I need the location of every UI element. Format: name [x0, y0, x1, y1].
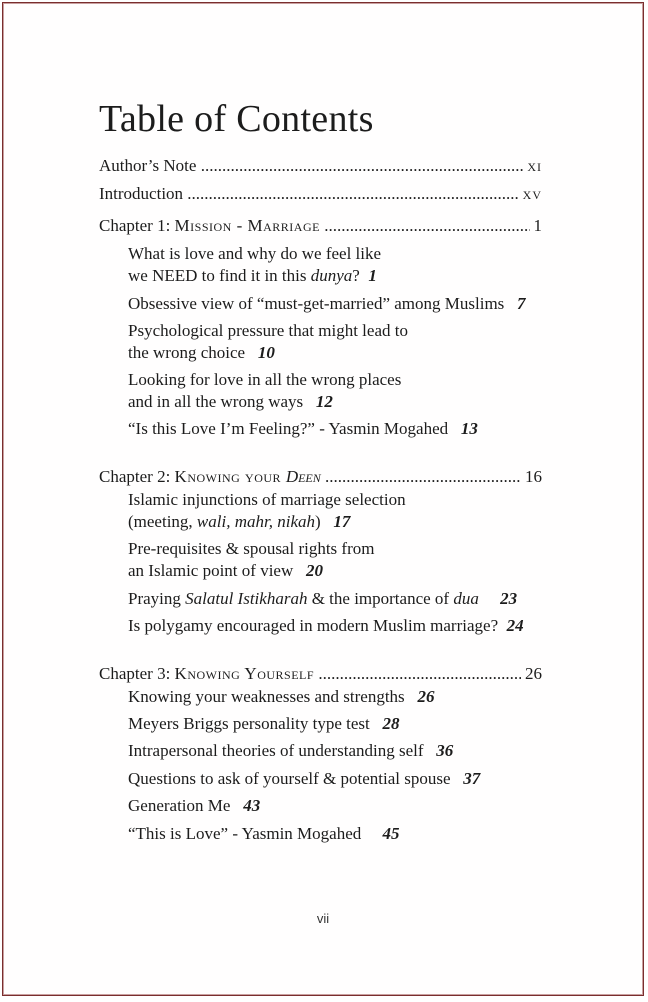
chapter-heading: [99, 663, 521, 685]
chapter-name-italic: Deen: [285, 467, 321, 486]
toc-section: [128, 795, 260, 817]
section-page: 45: [382, 824, 400, 843]
section-line: Intrapersonal theories of understanding self: [128, 741, 424, 760]
section-text: (meeting,: [128, 512, 197, 531]
toc-section: [128, 538, 374, 582]
section-line: Generation Me: [128, 796, 231, 815]
book-page: [2, 2, 644, 996]
section-text: & the importance of: [307, 589, 454, 608]
section-text: the wrong choice: [128, 343, 246, 362]
section-line: Looking for love in all the wrong places: [128, 370, 402, 389]
chapter-prefix: Chapter 2:: [99, 467, 171, 486]
section-page: 37: [463, 769, 481, 788]
chapter-name: Knowing your: [174, 467, 286, 486]
section-page: 7: [517, 294, 526, 313]
section-page: 28: [382, 714, 400, 733]
toc-entry-introduction: [99, 183, 542, 205]
toc-section: [128, 369, 401, 413]
page-title: Table of Contents: [99, 98, 374, 140]
section-line: Meyers Briggs personality type test: [128, 714, 370, 733]
section-italic: Salatul Istikharah: [185, 589, 308, 608]
toc-section: [128, 588, 517, 610]
section-text: ?: [352, 266, 360, 285]
section-text: we NEED to find it in this: [128, 266, 311, 285]
section-line: Islamic injunctions of marriage selection: [128, 490, 406, 509]
chapter-name: Mission - Marriage: [174, 216, 320, 235]
page-number: vii: [316, 911, 330, 926]
section-text: Praying: [128, 589, 186, 608]
section-page: 17: [333, 512, 351, 531]
section-line: [128, 511, 406, 533]
section-page: 10: [257, 343, 275, 362]
toc-section: [128, 615, 524, 637]
section-italic: dua: [453, 589, 479, 608]
section-line: “Is this Love I’m Feeling?” - Yasmin Mogahed: [128, 419, 449, 438]
toc-entry-label: Introduction .....: [99, 183, 519, 205]
toc-entry-page: 26: [525, 664, 542, 683]
section-line: What is love and why do we feel like: [128, 244, 382, 263]
section-page: 23: [500, 589, 518, 608]
section-line: “This is Love” - Yasmin Mogahed: [128, 824, 362, 843]
section-line: [128, 265, 381, 287]
toc-section: [128, 740, 453, 762]
section-text: an Islamic point of view: [128, 561, 294, 580]
toc-section: [128, 320, 408, 364]
section-page: 43: [243, 796, 261, 815]
toc-section: [128, 418, 478, 440]
section-page: 13: [460, 419, 478, 438]
section-page: 1: [368, 266, 377, 285]
toc-entry-page: xv: [522, 184, 542, 203]
section-line: Psychological pressure that might lead to: [128, 321, 408, 340]
section-line: Pre-requisites & spousal rights from: [128, 539, 375, 558]
toc-section: [128, 489, 406, 533]
section-page: 12: [315, 392, 333, 411]
toc-section: [128, 713, 400, 735]
section-italic: dunya: [310, 266, 353, 285]
toc-entry-page: 16: [525, 467, 542, 486]
chapter-name: Knowing Yourself: [174, 664, 315, 683]
chapter-prefix: Chapter 1:: [99, 216, 171, 235]
section-line: Questions to ask of yourself & potential spouse: [128, 769, 451, 788]
toc-chapter-2: [99, 466, 542, 488]
section-page: 24: [506, 616, 524, 635]
section-line: [128, 391, 401, 413]
section-line: Obsessive view of “must-get-married” among Muslims: [128, 294, 505, 313]
chapter-heading: [99, 215, 530, 237]
toc-chapter-1: [99, 215, 542, 237]
section-page: 20: [306, 561, 323, 580]
toc-entry-authors-note: [99, 155, 542, 177]
toc-section: [128, 823, 400, 845]
section-text: and in all the wrong ways: [128, 392, 304, 411]
toc-section: [128, 768, 480, 790]
section-line: Knowing your weaknesses and strengths: [128, 687, 405, 706]
section-line: Is polygamy encouraged in modern Muslim marriage?: [128, 616, 499, 635]
chapter-heading: [99, 466, 521, 488]
section-italic: wali, mahr, nikah: [196, 512, 315, 531]
section-line: [128, 342, 408, 364]
section-page: 36: [436, 741, 454, 760]
toc-entry-page: 1: [533, 216, 542, 235]
toc-section: [128, 243, 381, 287]
section-page: 26: [417, 687, 435, 706]
section-text: ): [314, 512, 321, 531]
toc-section: [128, 293, 526, 315]
chapter-prefix: Chapter 3:: [99, 664, 171, 683]
section-line: [128, 560, 374, 582]
toc-entry-page: xi: [527, 156, 542, 175]
toc-section: [128, 686, 434, 708]
toc-chapter-3: [99, 663, 542, 685]
toc-entry-label: Author’s Note .....: [99, 155, 523, 177]
